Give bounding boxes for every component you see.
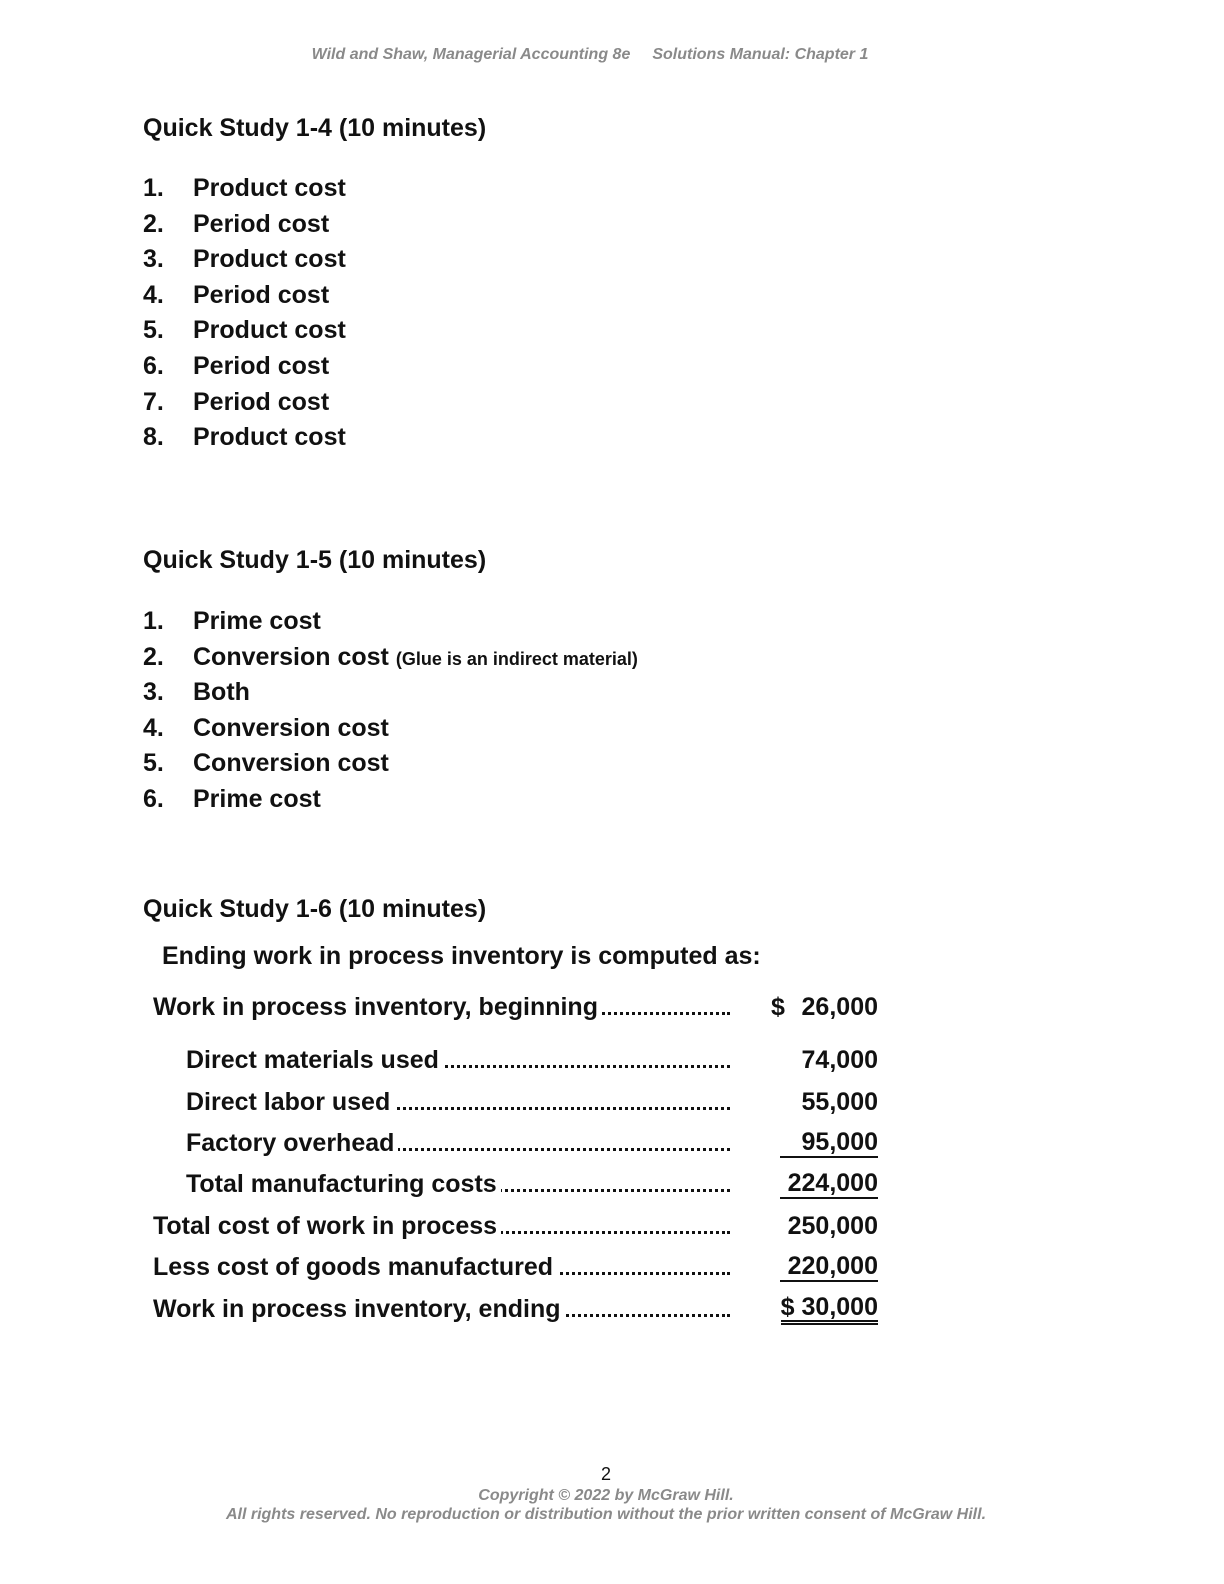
row-amount: 26,000 <box>801 993 878 1021</box>
item-answer: Period cost <box>193 351 330 380</box>
row-label: Less cost of goods manufactured <box>153 1253 557 1281</box>
qs16-intro: Ending work in process inventory is computed as: <box>162 942 761 970</box>
list-item <box>143 349 346 385</box>
row-label: Direct materials used <box>186 1046 443 1074</box>
item-number: 1. <box>143 174 164 202</box>
item-answer: Product cost <box>193 245 346 274</box>
item-answer: Period cost <box>193 387 330 416</box>
item-number: 2. <box>143 642 164 671</box>
schedule-row-total-wip <box>153 1211 883 1241</box>
item-number: 4. <box>143 280 164 309</box>
list-item <box>143 746 638 782</box>
item-answer: Prime cost <box>193 607 321 635</box>
qs15-title: Quick Study 1-5 (10 minutes) <box>143 546 487 574</box>
item-number: 5. <box>143 749 164 778</box>
list-item <box>143 385 346 421</box>
list-item <box>143 207 346 243</box>
list-item <box>143 782 638 818</box>
qs14-list <box>143 171 346 456</box>
row-label: Work in process inventory, beginning <box>153 993 602 1021</box>
row-amount: 224,000 <box>780 1169 878 1199</box>
item-number: 7. <box>143 387 164 416</box>
page-number: 2 <box>600 1464 611 1484</box>
item-number: 2. <box>143 209 164 238</box>
running-header <box>0 46 1180 64</box>
item-number: 3. <box>143 245 164 274</box>
row-amount: 55,000 <box>801 1088 878 1116</box>
item-number: 1. <box>143 607 164 635</box>
qs14-title: Quick Study 1-4 (10 minutes) <box>143 114 487 142</box>
item-number: 5. <box>143 316 164 345</box>
item-answer: Conversion cost <box>193 642 389 671</box>
item-number: 6. <box>143 351 164 380</box>
item-note: (Glue is an indirect material) <box>395 648 638 669</box>
list-item <box>143 675 638 711</box>
schedule-row-beginning <box>153 992 883 1022</box>
list-item <box>143 171 346 207</box>
item-answer: Conversion cost <box>193 749 389 778</box>
item-answer: Product cost <box>193 423 346 452</box>
item-answer: Period cost <box>193 280 330 309</box>
list-item <box>143 278 346 314</box>
copyright-line: Copyright © 2022 by McGraw Hill. <box>478 1487 734 1504</box>
row-label: Direct labor used <box>186 1088 394 1116</box>
row-amount: 220,000 <box>780 1252 878 1282</box>
row-label: Work in process inventory, ending <box>153 1295 564 1323</box>
schedule-row-labor <box>153 1087 883 1117</box>
list-item <box>143 711 638 747</box>
row-label: Total cost of work in process <box>153 1212 501 1240</box>
schedule-row-ending <box>153 1294 883 1324</box>
item-answer: Both <box>193 678 250 707</box>
item-number: 8. <box>143 423 164 452</box>
row-amount: 95,000 <box>780 1128 878 1158</box>
row-amount: 250,000 <box>787 1212 878 1240</box>
qs16-title: Quick Study 1-6 (10 minutes) <box>143 895 487 923</box>
list-item <box>143 604 638 640</box>
item-answer: Prime cost <box>193 784 321 813</box>
list-item <box>143 640 638 676</box>
schedule-row-cogm <box>153 1252 883 1282</box>
item-answer: Conversion cost <box>193 713 389 742</box>
schedule-row-total-manufacturing <box>153 1169 883 1199</box>
qs15-list <box>143 604 638 818</box>
dollar-sign: $ <box>771 993 785 1021</box>
list-item <box>143 420 346 456</box>
rights-line: All rights reserved. No reproduction or distribution without the prior written consent of McGraw Hill. <box>225 1506 987 1523</box>
item-number: 4. <box>143 713 164 742</box>
row-label: Total manufacturing costs <box>186 1170 501 1198</box>
row-amount: 74,000 <box>801 1046 878 1074</box>
item-answer: Product cost <box>193 174 346 202</box>
list-item <box>143 242 346 278</box>
header-chapter: Solutions Manual: Chapter 1 <box>652 46 869 63</box>
item-answer: Period cost <box>193 209 330 238</box>
list-item <box>143 313 346 349</box>
header-book-title: Wild and Shaw, Managerial Accounting 8e <box>311 46 631 63</box>
row-label: Factory overhead <box>186 1129 398 1157</box>
item-number: 3. <box>143 678 164 707</box>
item-number: 6. <box>143 784 164 813</box>
row-amount: $ 30,000 <box>781 1294 878 1325</box>
schedule-row-overhead <box>153 1128 883 1158</box>
item-answer: Product cost <box>193 316 346 345</box>
schedule-row-materials <box>153 1045 883 1075</box>
